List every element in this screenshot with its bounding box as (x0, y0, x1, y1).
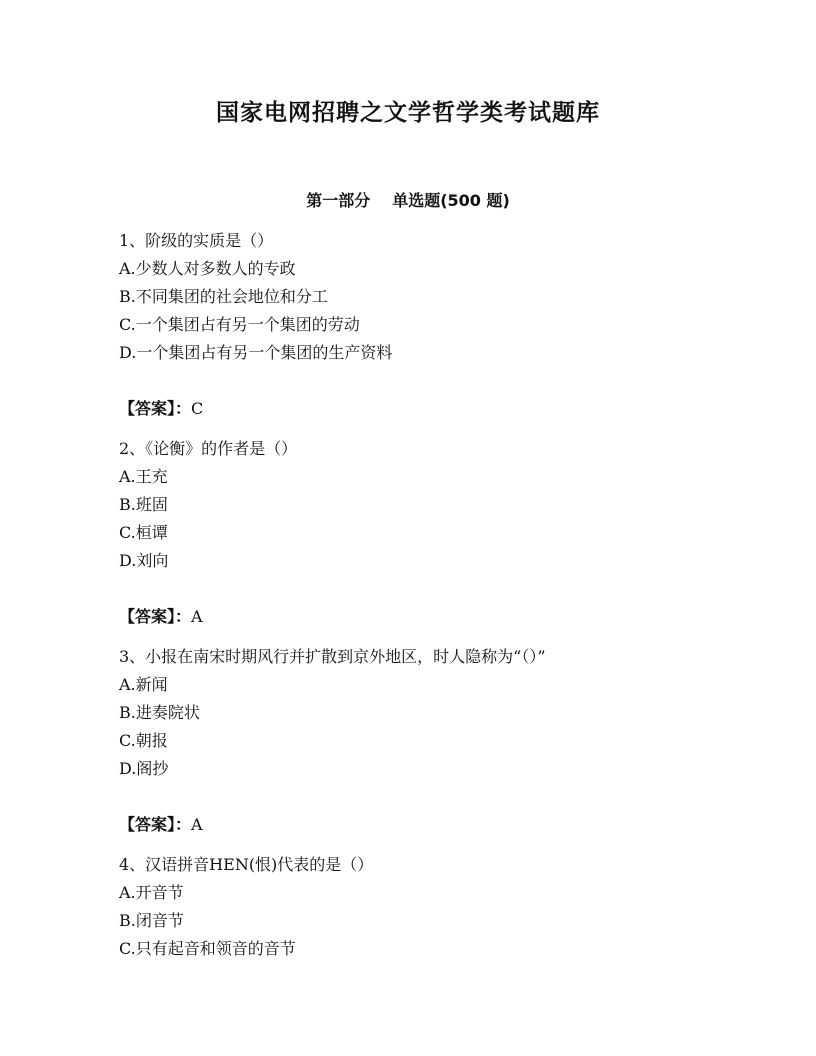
option-a: A.少数人对多数人的专政 (119, 259, 296, 278)
question-3 (119, 643, 719, 839)
question-stem: 1、阶级的实质是（） (119, 231, 274, 250)
option-d: D.刘向 (119, 551, 169, 570)
option-b: B.进奏院状 (119, 703, 200, 722)
answer-label: 【答案】： (119, 815, 192, 834)
answer-label: 【答案】： (119, 607, 192, 626)
option-c: C.桓谭 (119, 523, 168, 542)
option-d: D.一个集团占有另一个集团的生产资料 (119, 343, 393, 362)
option-a: A.王充 (119, 467, 168, 486)
answer-value: C (191, 399, 204, 418)
option-d: D.阁抄 (119, 759, 169, 778)
question-stem: 4、汉语拼音HEN(恨)代表的是（） (119, 855, 374, 874)
option-c: C.朝报 (119, 731, 168, 750)
section-part-label: 第一部分 (306, 191, 371, 210)
question-stem: 2、《论衡》的作者是（） (119, 439, 298, 458)
option-b: B.班固 (119, 495, 168, 514)
answer-value: A (191, 607, 203, 626)
answer-line (119, 395, 719, 423)
option-b: B.闭音节 (119, 911, 184, 930)
question-4 (119, 851, 719, 963)
question-2 (119, 435, 719, 631)
answer-line (119, 603, 719, 631)
answer-value: A (191, 815, 203, 834)
question-1 (119, 227, 719, 423)
option-b: B.不同集团的社会地位和分工 (119, 287, 328, 306)
question-list (119, 227, 719, 963)
answer-line (119, 811, 719, 839)
option-c: C.一个集团占有另一个集团的劳动 (119, 315, 360, 334)
option-a: A.开音节 (119, 883, 184, 902)
option-c: C.只有起音和领音的音节 (119, 939, 296, 958)
section-title (0, 188, 816, 211)
answer-label: 【答案】： (119, 399, 192, 418)
document-title: 国家电网招聘之文学哲学类考试题库 (216, 100, 600, 126)
question-stem: 3、小报在南宋时期风行并扩散到京外地区，时人隐称为“（）” (119, 647, 546, 666)
section-type-label: 单选题(500 题) (392, 191, 510, 210)
option-a: A.新闻 (119, 675, 168, 694)
